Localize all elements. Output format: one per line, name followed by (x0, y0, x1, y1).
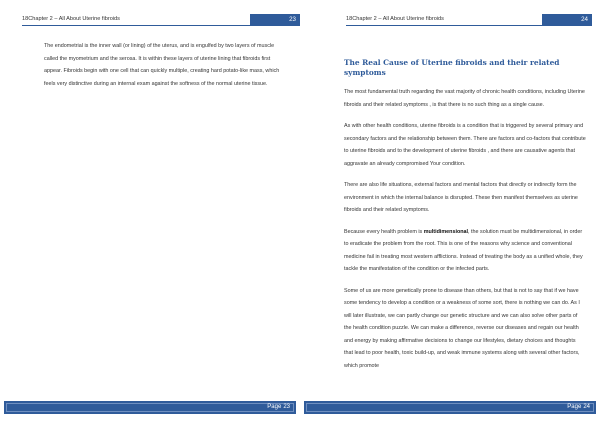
right-paragraph-3: There are also life situations, external factors and mental factors that directly or indirectly form the environment in which the internal balance is disrupted. These then manifest themselves as uterine fibroids and their related symptoms. (344, 182, 578, 213)
left-page-body (44, 40, 284, 99)
left-footer-page-word: Page (267, 404, 282, 410)
right-header-title: 18Chapter 2 – All About Uterine fibroids (346, 16, 444, 22)
p4-text-before: Because every health problem is (344, 228, 424, 235)
right-header-rule (346, 25, 592, 26)
right-paragraph-5: Some of us are more genetically prone to disease than others, but that is not to say that if we have some tendency to develop a condition or a weakness of some sort, there is nothing we can do. As I will later illustrate, we can partly change our genetic structure and we can also solve other parts of the health condition puzzle. We can make a difference, reverse our diseases and regain our health and energy by making affirmative decisions to change our lifestyles, dietary choices and thoughts that lead to poor health, toxic build-up, and weak immune systems along with several other factors, which promote (344, 287, 580, 369)
right-page (300, 0, 600, 424)
left-page-header (22, 14, 300, 26)
left-header-title: 18Chapter 2 – All About Uterine fibroids (22, 16, 120, 22)
left-page-footer (4, 401, 296, 414)
p4-text-after: , the solution must be multidimensional, in order to eradicate the problem from the root. This is one of the reasons why science and conventional medicine fail in treating most western afflictions. Instead of treating the body as a unified whole, they tackle the manifestation of the condition or the infected parts. (344, 228, 583, 272)
right-header-page-number: 24 (542, 14, 592, 25)
right-page-footer (304, 401, 596, 414)
left-footer-page-label (265, 404, 290, 410)
right-footer-frame (306, 403, 594, 412)
left-header-rule (22, 25, 300, 26)
p4-bold-term: multidimensional (423, 228, 469, 235)
right-paragraph-2: As with other health conditions, uterine fibroids is a condition that is triggered by several primary and secondary factors and the relationship between them. There are factors and co-factors that contribute to uterine fibroids and to the development of uterine fibroids , and there are causative agents that aggravate an already compromised Your condition. (344, 123, 586, 167)
left-footer-frame (6, 403, 294, 412)
right-paragraph-1: The most fundamental truth regarding the vast majority of chronic health conditions, including Uterine fibroids and their related symptoms , is that there is no such thing as a single cause. (344, 89, 585, 108)
left-paragraph: The endometrial is the inner wall (or lining) of the uterus, and is engulfed by two layers of muscle called the myometrium and the serosa. It is within these layers of uterine lining that fibroids first appear. Fibroids begin with one cell that can quickly multiple, creating hard potato-like mass, which feels very distinctive during an internal exam against the softness of the normal uterine tissue. (44, 43, 280, 87)
right-footer-page-word: Page (567, 404, 582, 410)
left-header-page-number: 23 (250, 14, 300, 25)
right-footer-page-label (565, 404, 590, 410)
right-footer-page-number: 24 (583, 404, 590, 410)
right-page-header (346, 14, 592, 26)
right-paragraph-4 (344, 226, 586, 276)
right-page-body (344, 58, 586, 381)
left-footer-page-number: 23 (283, 404, 290, 410)
section-heading: The Real Cause of Uterine fibroids and their related symptoms (344, 58, 560, 77)
